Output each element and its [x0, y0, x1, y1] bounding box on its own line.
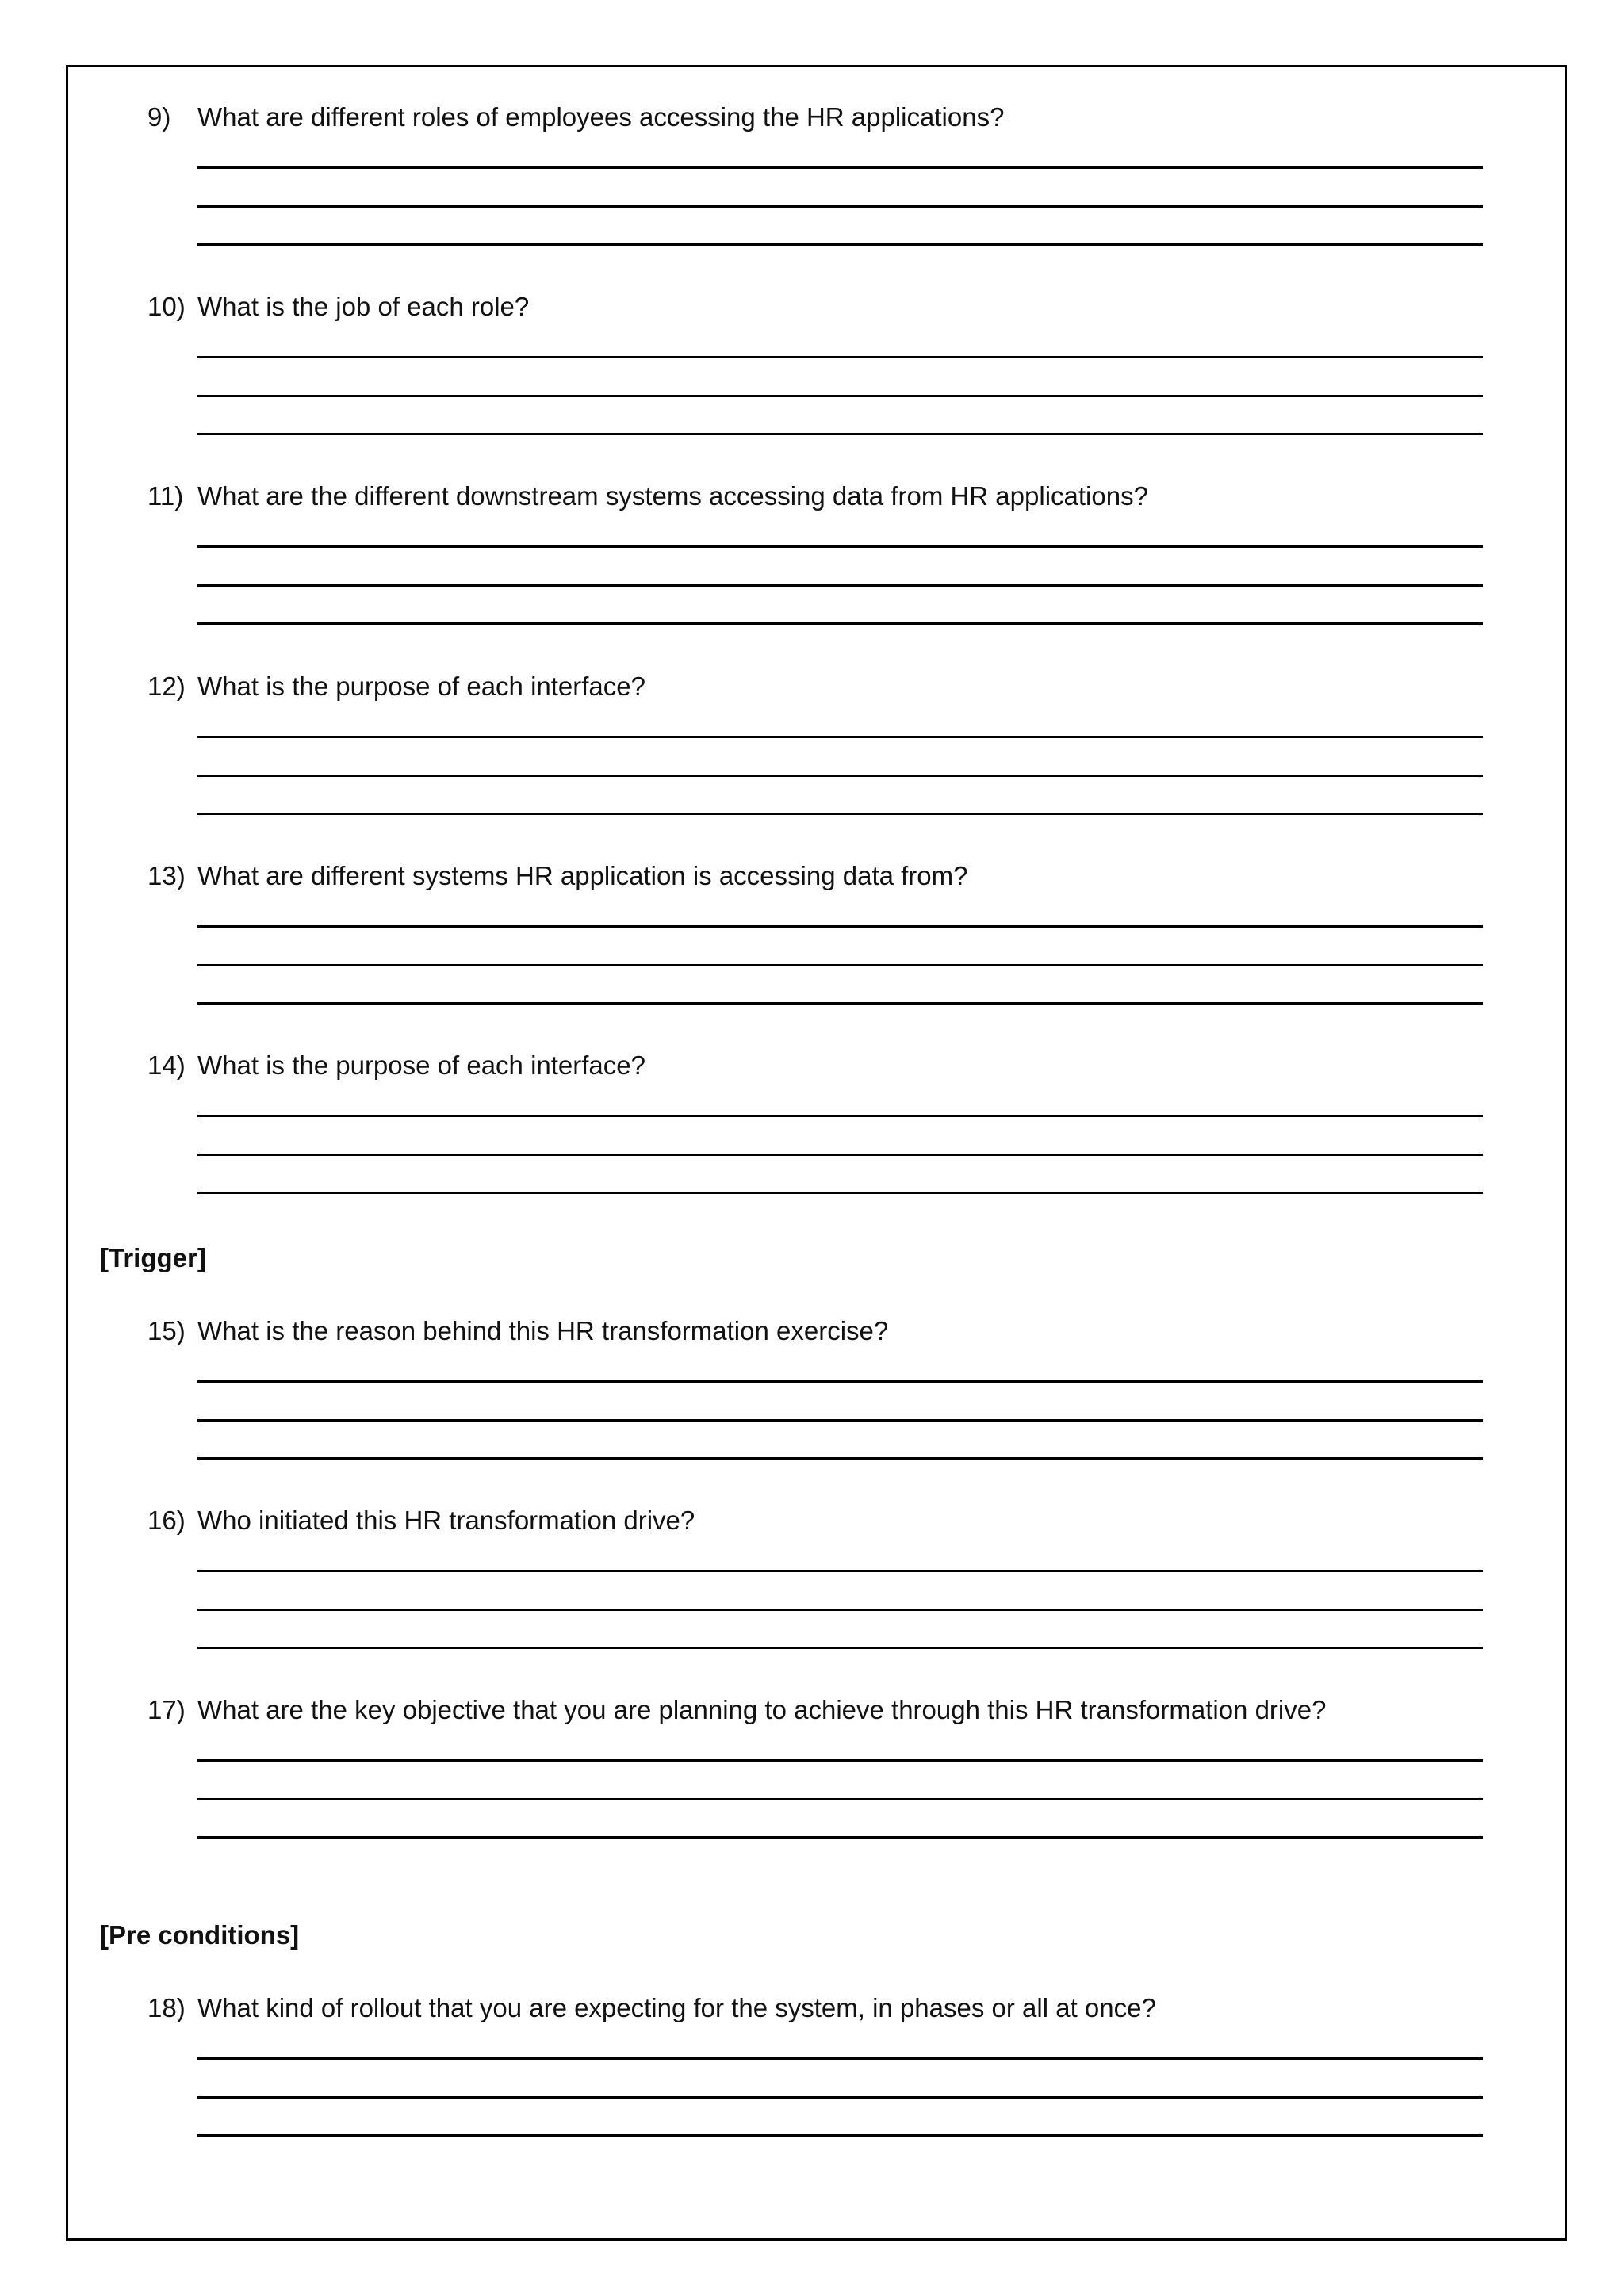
answer-line[interactable]	[197, 1115, 1483, 1117]
question-text: What is the purpose of each interface?	[197, 672, 645, 701]
answer-line[interactable]	[197, 736, 1483, 738]
answer-line[interactable]	[197, 1380, 1483, 1383]
answer-line[interactable]	[197, 1647, 1483, 1649]
question-text: Who initiated this HR transformation drive?	[197, 1506, 695, 1535]
answer-line[interactable]	[197, 2134, 1483, 2137]
question-number: 16)	[147, 1506, 186, 1535]
section-heading-preconditions: [Pre conditions]	[100, 1920, 300, 1950]
answer-line[interactable]	[197, 545, 1483, 548]
question-text: What are different systems HR application is accessing data from?	[197, 861, 968, 890]
answer-line[interactable]	[197, 622, 1483, 625]
question-number: 9)	[147, 102, 171, 132]
answer-line[interactable]	[197, 2096, 1483, 2099]
question-number: 10)	[147, 292, 186, 321]
answer-line[interactable]	[197, 1836, 1483, 1839]
page-border	[66, 65, 1567, 2241]
answer-line[interactable]	[197, 1154, 1483, 1156]
question-text: What are the different downstream systems accessing data from HR applications?	[197, 481, 1148, 511]
answer-line[interactable]	[197, 1457, 1483, 1460]
answer-line[interactable]	[197, 584, 1483, 587]
answer-line[interactable]	[197, 1002, 1483, 1004]
answer-line[interactable]	[197, 1759, 1483, 1762]
answer-line[interactable]	[197, 1609, 1483, 1611]
answer-line[interactable]	[197, 2057, 1483, 2060]
question-number: 14)	[147, 1050, 186, 1080]
question-number: 15)	[147, 1316, 186, 1345]
question-number: 12)	[147, 672, 186, 701]
answer-line[interactable]	[197, 395, 1483, 397]
answer-line[interactable]	[197, 205, 1483, 208]
question-text: What is the job of each role?	[197, 292, 530, 321]
section-heading-trigger: [Trigger]	[100, 1243, 206, 1272]
question-text: What kind of rollout that you are expecting for the system, in phases or all at once?	[197, 1993, 1156, 2022]
question-text: What is the purpose of each interface?	[197, 1050, 645, 1080]
answer-line[interactable]	[197, 813, 1483, 815]
question-number: 13)	[147, 861, 186, 890]
question-text: What are different roles of employees accessing the HR applications?	[197, 102, 1005, 132]
question-text: What are the key objective that you are planning to achieve through this HR transformation drive?	[197, 1695, 1327, 1724]
answer-line[interactable]	[197, 166, 1483, 169]
answer-line[interactable]	[197, 243, 1483, 246]
question-number: 18)	[147, 1993, 186, 2022]
answer-line[interactable]	[197, 1192, 1483, 1194]
answer-line[interactable]	[197, 356, 1483, 358]
answer-line[interactable]	[197, 775, 1483, 777]
question-number: 17)	[147, 1695, 186, 1724]
answer-line[interactable]	[197, 1798, 1483, 1800]
answer-line[interactable]	[197, 964, 1483, 966]
answer-line[interactable]	[197, 925, 1483, 928]
question-number: 11)	[147, 481, 184, 511]
answer-line[interactable]	[197, 1419, 1483, 1422]
answer-line[interactable]	[197, 433, 1483, 435]
answer-line[interactable]	[197, 1570, 1483, 1572]
question-text: What is the reason behind this HR transformation exercise?	[197, 1316, 889, 1345]
